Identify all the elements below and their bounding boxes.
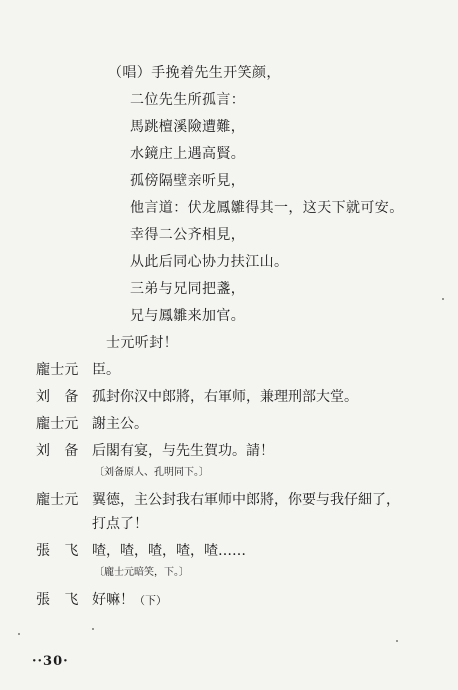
stage-direction: 士元听封！ — [106, 335, 178, 351]
speaker-name: 龐士元 — [36, 492, 79, 508]
speaker-name: 刘 备 — [36, 389, 79, 405]
verse-line: 孤傍隔壁亲听見， — [130, 173, 246, 189]
verse-line: 他言道：伏龙鳳雛得其一，这天下就可安。 — [130, 200, 404, 216]
speech-line: 臣。 — [92, 362, 120, 378]
stage-direction: 〔龐士元暗笑，下。〕 — [94, 567, 189, 578]
verse-line: 三弟与兄同把盞， — [130, 281, 246, 297]
speech-line: 翼德，主公封我右軍师中郎將，你要与我仔細了， — [92, 492, 400, 508]
speech-line: 孤封你汉中郎將，右軍师，兼理刑部大堂。 — [92, 389, 358, 405]
verse-line: 从此后同心协力扶江山。 — [130, 254, 289, 270]
speech-line: 喳，喳，喳，喳，喳…… — [92, 543, 246, 559]
verse-line: 幸得二公齐相見， — [130, 227, 246, 243]
stage-direction: 〔刘备原人、孔明同下。〕 — [94, 467, 209, 478]
sung-intro-line: （唱）手挽着先生开笑颜， — [108, 65, 281, 81]
verse-line: 水鏡庄上遇高賢。 — [130, 146, 246, 162]
speaker-name: 張 飞 — [36, 543, 79, 559]
speech-line — [92, 591, 167, 610]
print-speck — [92, 628, 94, 630]
print-speck — [18, 633, 20, 635]
speaker-name: 龐士元 — [36, 416, 79, 432]
final-exclaim: 好嘛！ — [92, 592, 134, 608]
speech-line: 后閣有宴，与先生賀功。請！ — [92, 443, 274, 459]
exit-direction: （下） — [134, 594, 167, 607]
page-number: ··30· — [32, 654, 69, 669]
speech-line: 謝主公。 — [92, 416, 148, 432]
speaker-name: 張 飞 — [36, 592, 79, 608]
verse-line: 兄与鳳雛来加官。 — [130, 308, 246, 324]
print-speck — [396, 640, 398, 642]
verse-line: 馬跳檀溪險遭難， — [130, 119, 246, 135]
speaker-name: 刘 备 — [36, 443, 79, 459]
verse-line: 二位先生所孤言： — [130, 92, 246, 108]
print-speck — [442, 298, 444, 300]
speech-line-continued: 打点了！ — [92, 516, 148, 532]
speaker-name: 龐士元 — [36, 362, 79, 378]
